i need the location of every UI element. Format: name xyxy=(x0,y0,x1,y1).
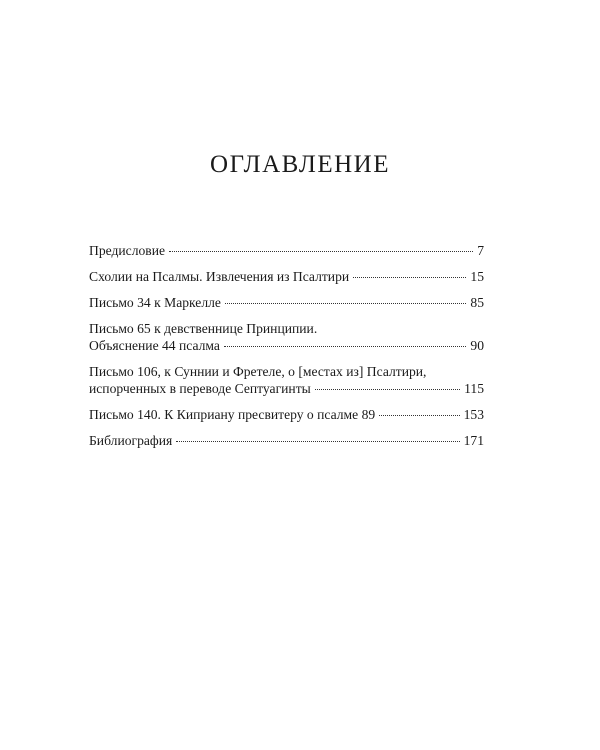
dot-leader xyxy=(315,389,460,390)
toc-page-number: 153 xyxy=(463,407,484,422)
toc-entry-letter-106 xyxy=(89,363,484,397)
table-of-contents xyxy=(89,242,484,458)
toc-entry-letter-34 xyxy=(89,294,484,311)
toc-entry-letter-65 xyxy=(89,320,484,354)
toc-entry-title: Библиография xyxy=(89,433,173,448)
toc-page-number: 85 xyxy=(470,295,484,310)
toc-entry-title: Схолии на Псалмы. Извлечения из Псалтири xyxy=(89,269,350,284)
dot-leader xyxy=(225,303,466,304)
toc-entry-title: Письмо 140. К Киприану пресвитеру о псалме 89 xyxy=(89,407,376,422)
dot-leader xyxy=(353,277,466,278)
toc-entry-title-continued: Объяснение 44 псалма xyxy=(89,338,220,353)
dot-leader xyxy=(379,415,459,416)
toc-entry-preface xyxy=(89,242,484,259)
page-title: ОГЛАВЛЕНИЕ xyxy=(210,151,390,178)
toc-page-number: 171 xyxy=(463,433,484,448)
toc-entry-bibliography xyxy=(89,432,484,449)
toc-entry-title: Письмо 106, к Суннии и Фретеле, о [местах из] Псалтири, xyxy=(89,364,427,379)
dot-leader xyxy=(176,441,459,442)
dot-leader xyxy=(169,251,473,252)
toc-entry-title: Письмо 65 к девственнице Принципии. xyxy=(89,321,318,336)
toc-entry-title-continued: испорченных в переводе Септуагинты xyxy=(89,381,311,396)
toc-page-number: 7 xyxy=(477,243,484,258)
toc-page-number: 15 xyxy=(470,269,484,284)
toc-entry-letter-140 xyxy=(89,406,484,423)
toc-entry-scholia xyxy=(89,268,484,285)
toc-entry-title: Письмо 34 к Маркелле xyxy=(89,295,221,310)
toc-entry-title: Предисловие xyxy=(89,243,166,258)
dot-leader xyxy=(224,346,466,347)
toc-page-number: 90 xyxy=(470,338,484,353)
toc-page-number: 115 xyxy=(464,381,484,396)
